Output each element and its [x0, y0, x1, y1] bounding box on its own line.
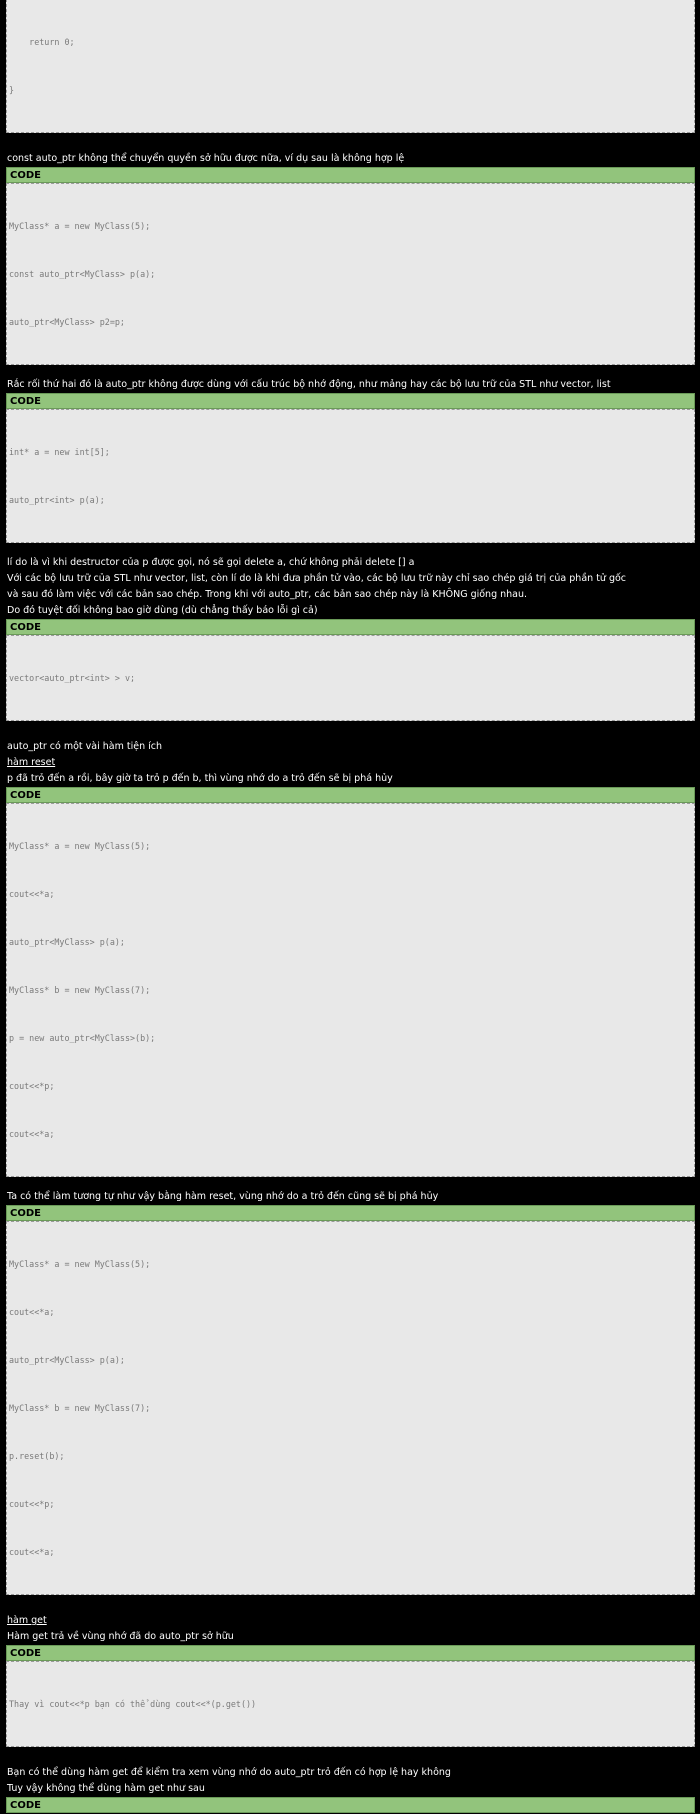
- code-line: const auto_ptr<MyClass> p(a);: [9, 269, 156, 279]
- code-line: Thay vì cout<<*p bạn có thể dùng cout<<*(p.get()): [9, 1699, 257, 1709]
- paragraph: Rắc rối thứ hai đó là auto_ptr không được dùng với cấu trúc bộ nhớ động, như mảng hay các bộ lưu trữ của STL như vector, list: [7, 379, 611, 390]
- code-block: [6, 183, 695, 365]
- code-block-top: [6, 0, 695, 133]
- paragraph: auto_ptr có một vài hàm tiện ích: [7, 741, 163, 752]
- code-line: cout<<*p;: [9, 1081, 55, 1091]
- code-header: CODE: [6, 167, 695, 183]
- paragraph: p đã trỏ đến a rồi, bây giờ ta trỏ p đến b, thì vùng nhớ do a trỏ đến sẽ bị phá hủy: [7, 773, 393, 784]
- paragraph-line: Bạn có thể dùng hàm get để kiểm tra xem vùng nhớ do auto_ptr trỏ đến có hợp lệ hay không: [7, 1767, 451, 1778]
- code-block: [6, 635, 695, 721]
- code-line: p = new auto_ptr<MyClass>(b);: [9, 1033, 156, 1043]
- code-line: cout<<*p;: [9, 1499, 55, 1509]
- paragraph: const auto_ptr không thể chuyển quyền sở hữu được nữa, ví dụ sau là không hợp lệ: [7, 153, 405, 164]
- code-line: vector<auto_ptr<int> > v;: [9, 673, 136, 683]
- code-line: cout<<*a;: [9, 889, 55, 899]
- code-header: CODE: [6, 787, 695, 803]
- get-link[interactable]: hàm get: [7, 1615, 47, 1626]
- code-block: [6, 803, 695, 1177]
- paragraph-line: Do đó tuyệt đối không bao giờ dùng (dù chẳng thấy báo lỗi gì cả): [7, 605, 318, 616]
- code-line: cout<<*a;: [9, 1307, 55, 1317]
- code-line: cout<<*a;: [9, 1129, 55, 1139]
- code-line: int* a = new int[5];: [9, 447, 110, 457]
- code-header: CODE: [6, 1645, 695, 1661]
- paragraph: Ta có thể làm tương tự như vậy bằng hàm reset, vùng nhớ do a trỏ đến cũng sẽ bị phá hủy: [7, 1191, 439, 1202]
- code-line: return 0;: [9, 37, 75, 47]
- code-line: MyClass* a = new MyClass(5);: [9, 221, 151, 231]
- paragraph-line: lí do là vì khi destructor của p được gọi, nó sẽ gọi delete a, chứ không phải delete [] a: [7, 557, 415, 568]
- code-line: auto_ptr<MyClass> p(a);: [9, 937, 125, 947]
- code-header: CODE: [6, 1797, 695, 1813]
- code-line: }: [9, 85, 15, 95]
- code-line: auto_ptr<MyClass> p(a);: [9, 1355, 125, 1365]
- code-block: [6, 409, 695, 543]
- code-line: MyClass* b = new MyClass(7);: [9, 1403, 151, 1413]
- code-header: CODE: [6, 1205, 695, 1221]
- code-block: [6, 1221, 695, 1595]
- paragraph-line: Với các bộ lưu trữ của STL như vector, list, còn lí do là khi đưa phần tử vào, các bộ lưu trữ này chỉ sao chép giá trị của phần tử gốc: [7, 573, 627, 584]
- code-line: MyClass* a = new MyClass(5);: [9, 1259, 151, 1269]
- reset-link[interactable]: hàm reset: [7, 757, 56, 768]
- code-line: MyClass* a = new MyClass(5);: [9, 841, 151, 851]
- code-header: CODE: [6, 393, 695, 409]
- code-line: auto_ptr<int> p(a);: [9, 495, 105, 505]
- code-line: p.reset(b);: [9, 1451, 65, 1461]
- code-header: CODE: [6, 619, 695, 635]
- paragraph-line: Tuy vậy không thể dùng hàm get như sau: [7, 1783, 205, 1794]
- code-line: cout<<*a;: [9, 1547, 55, 1557]
- paragraph: Hàm get trả về vùng nhớ đã do auto_ptr sở hữu: [7, 1631, 234, 1642]
- code-line: auto_ptr<MyClass> p2=p;: [9, 317, 125, 327]
- paragraph-line: và sau đó làm việc với các bản sao chép. Trong khi với auto_ptr, các bản sao chép này là KHÔNG giống nhau.: [7, 589, 528, 600]
- code-block: [6, 1661, 695, 1747]
- code-line: MyClass* b = new MyClass(7);: [9, 985, 151, 995]
